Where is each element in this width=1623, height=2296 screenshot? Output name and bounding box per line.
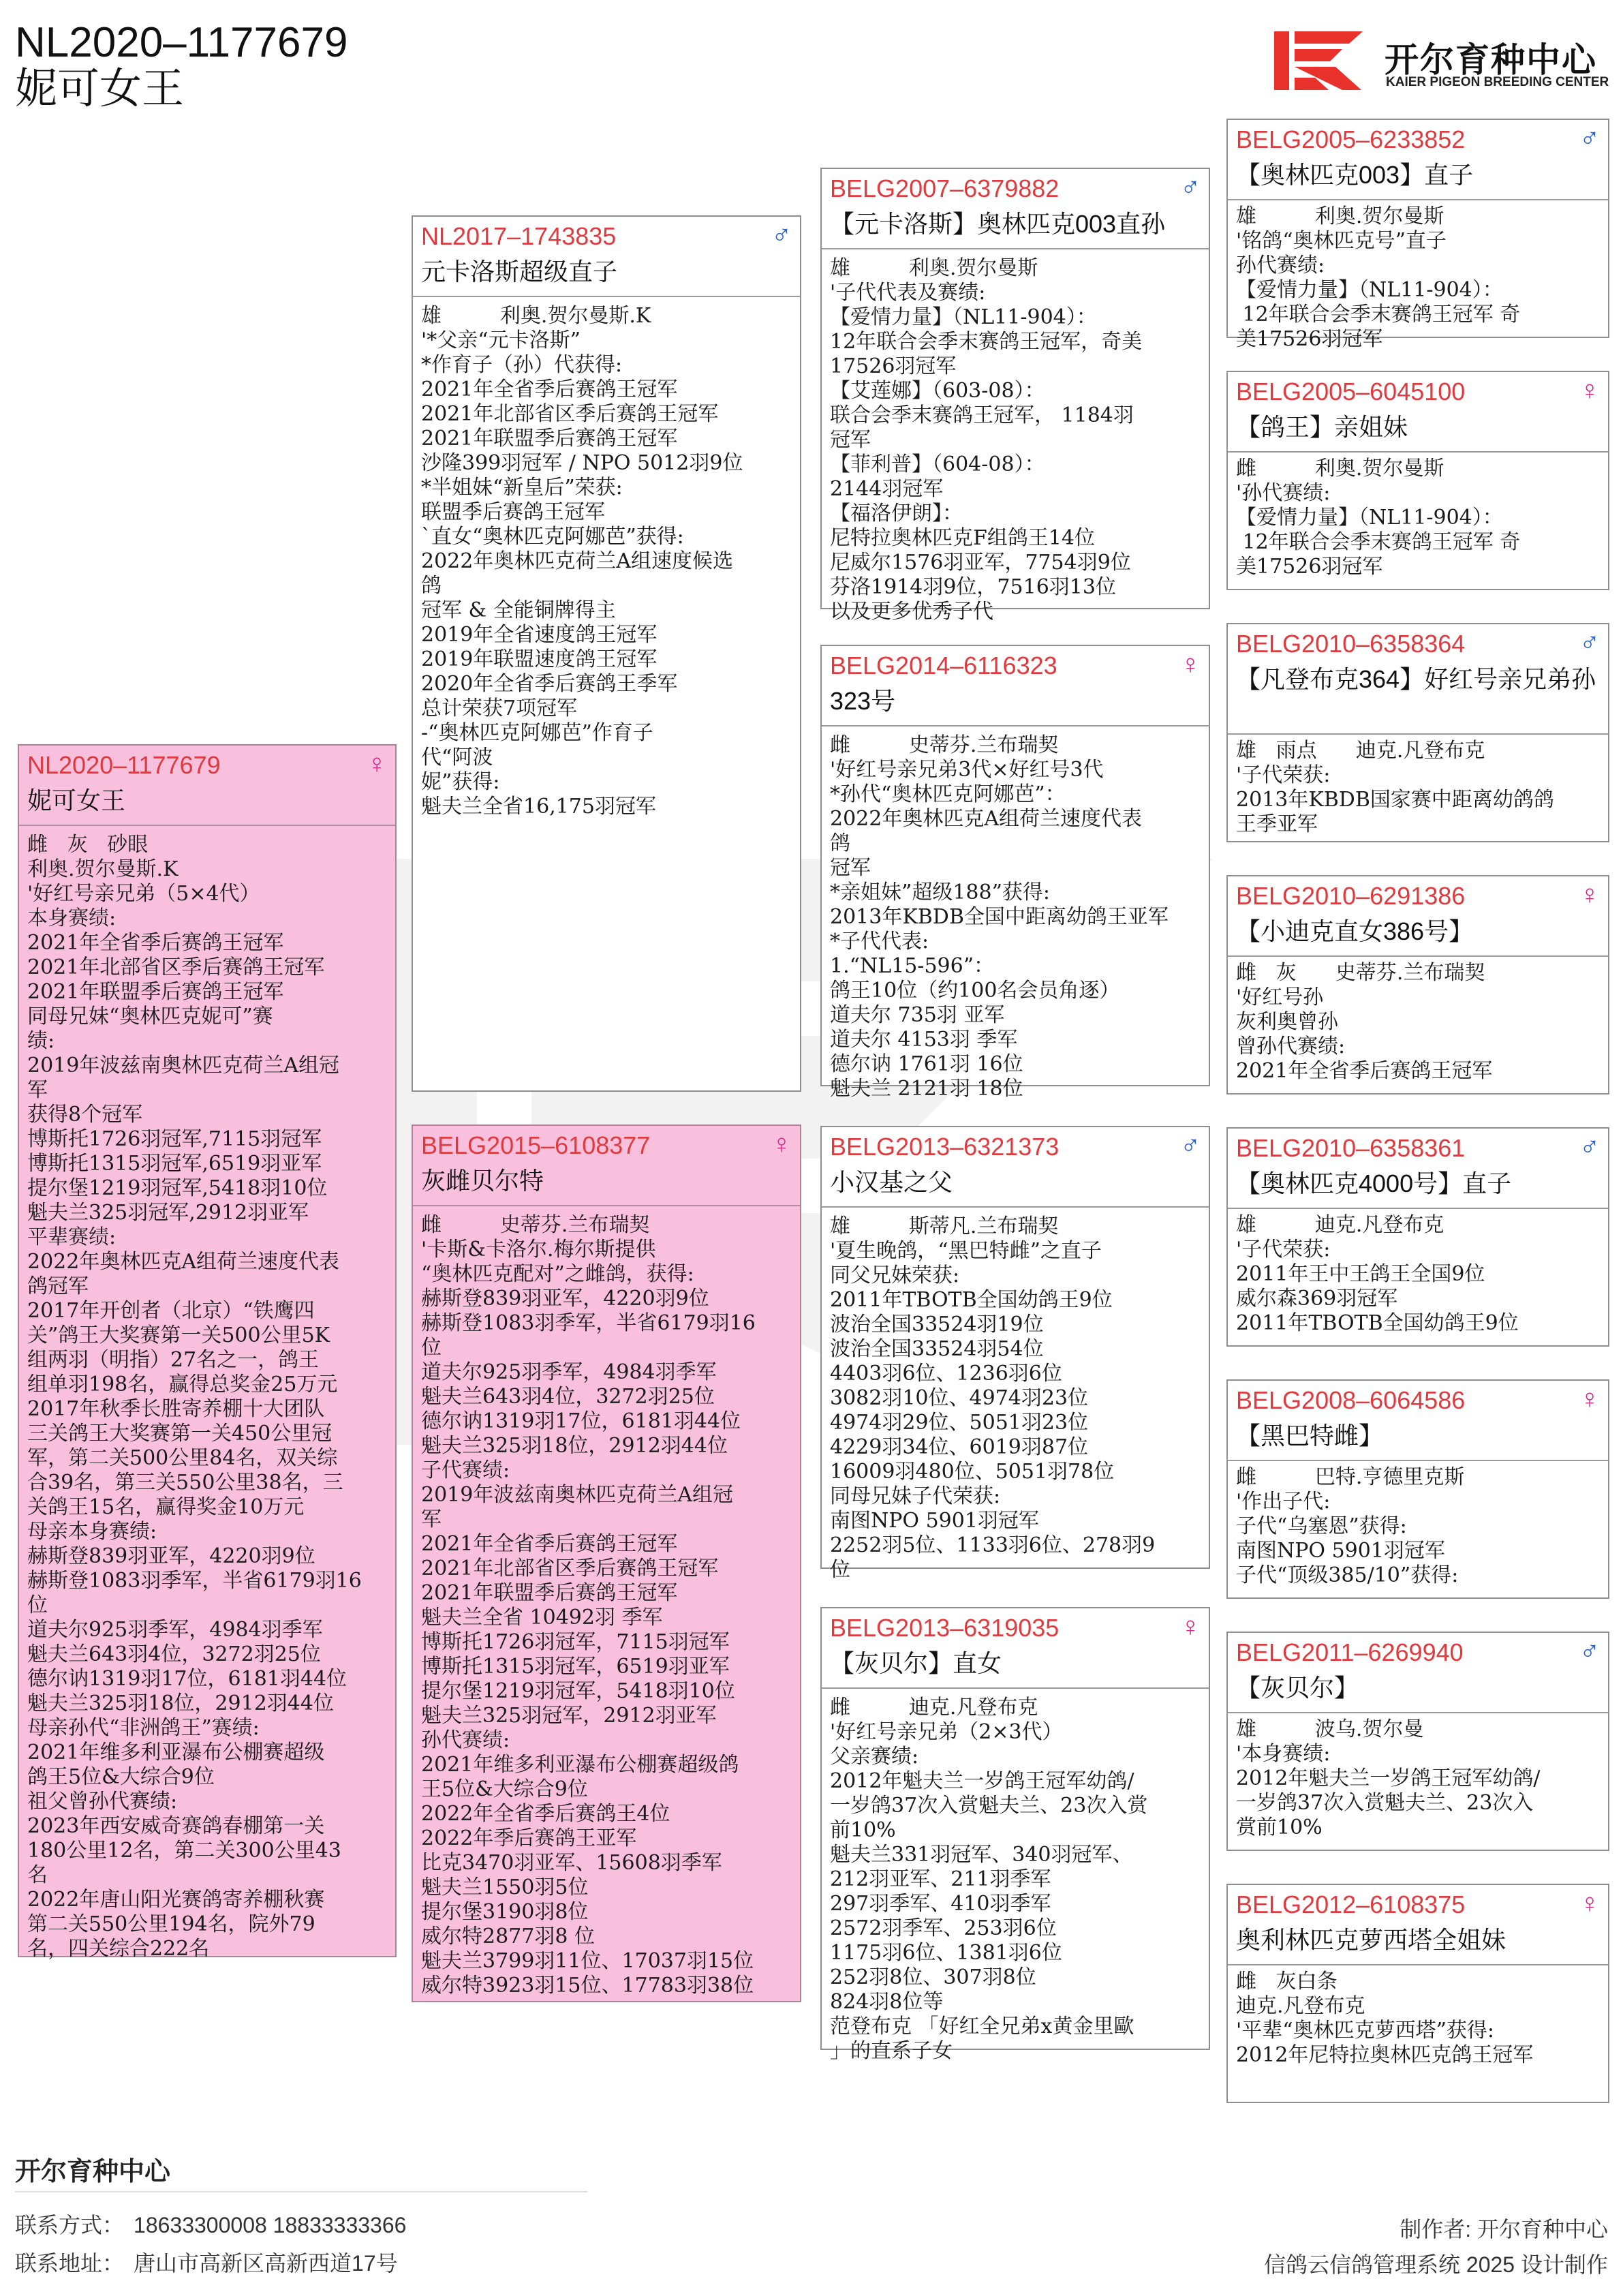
pedigree-ring-number: NL2020–1177679 (15, 19, 348, 66)
divider (1228, 451, 1608, 453)
ring-number: BELG2010–6291386 (1236, 882, 1466, 910)
divider (413, 296, 800, 297)
footer-divider (15, 2191, 587, 2192)
divider (1228, 1208, 1608, 1209)
pigeon-name: 【奥林匹克4000号】直子 (1236, 1169, 1512, 1197)
pedigree-pigeon-name: 妮可女王 (15, 65, 185, 112)
card-dam[interactable] (412, 1124, 801, 2002)
ring-number: BELG2012–6108375 (1236, 1891, 1466, 1918)
pigeon-name: 【元卡洛斯】奥林匹克003直孙 (830, 210, 1166, 238)
card-sire-sire-sire[interactable] (1226, 119, 1609, 351)
female-icon: ♀ (1579, 1384, 1600, 1414)
pigeon-notes: 雌 史蒂芬.兰布瑞契 '卡斯&卡洛尔.梅尔斯提供 “奥林匹克配对”之雌鸽，获得: 赫斯登839羽亚军，4220羽9位 赫斯登1083羽季军，半省6179羽16 位 道夫尔925羽季军，4984羽季军 魁夫兰643羽4位，3272羽25位 德尔讷1319羽17位，6181羽44位 魁夫兰325羽18位，2912羽44位 子代赛绩: 2019年波兹南奥林匹克荷兰A组冠 军 2021年全省季后赛鸽王冠军 2021年北部省区季后赛鸽王冠军 2021年联盟季后赛鸽王冠军 魁夫兰全省 10492羽 季军 博斯托1726羽冠军，7115羽冠军 博斯托1315羽冠军，6519羽亚军 提尔堡1219羽冠军，5418羽10位 魁夫兰325羽冠军，2912羽亚军 孙代赛绩: 2021年维多利亚瀑布公棚赛超级鸽 王5位&大综合9位 2022年全省季后赛鸽王4位 2022年季后赛鸽王亚军 比克3470羽亚军、15608羽季军 魁夫兰1550羽5位 提尔堡3190羽8位 威尔特2877羽8 位 魁夫兰3799羽11位、17037羽15位 威尔特3923羽15位、17783羽38位 (421, 1213, 756, 1997)
card-sire-dam-dam[interactable] (1226, 875, 1609, 1095)
ring-number: NL2017–1743835 (421, 222, 617, 250)
pigeon-name: 【奥林匹克003】直子 (1236, 161, 1474, 189)
card-sire[interactable] (412, 215, 801, 1092)
pigeon-notes: 雄 利奥.贺尔曼斯 '铭鸽“奥林匹克号”直子 孙代赛绩: 【爱情力量】（NL11-904）： 12年联合会季末赛鸽王冠军 奇 美17526羽冠军 (1236, 204, 1521, 351)
footer-address (15, 2246, 398, 2278)
ring-number: BELG2015–6108377 (421, 1131, 651, 1159)
brand-logo (1274, 27, 1608, 95)
divider (1228, 199, 1608, 200)
pigeon-notes: 雌 利奥.贺尔曼斯 '孙代赛绩: 【爱情力量】（NL11-904）： 12年联合会季末赛鸽王冠军 奇 美17526羽冠军 (1236, 457, 1521, 579)
footer-contact (15, 2208, 406, 2239)
card-sire-sire[interactable] (820, 168, 1210, 624)
pigeon-notes: 雄 利奥.贺尔曼斯 '子代代表及赛绩: 【爱情力量】（NL11-904）： 12年联合会季末赛鸽王冠军，奇美 17526羽冠军 【艾莲娜】（603-08）： 联合会季末赛鸽王冠军， 1184羽 冠军 【菲利普】（604-08）： 2144羽冠军 【福洛伊朗】： 尼特拉奥林匹克F组鸽王14位 尼威尔1576羽亚军，7754羽9位 芬洛1914羽9位，7516羽13位 以及更多优秀子代 (830, 256, 1143, 624)
female-icon: ♀ (1579, 880, 1600, 910)
pigeon-notes: 雌 巴特.亨德里克斯 '作出子代: 子代“乌塞恩”获得: 南图NPO 5901羽冠军 子代“顶级385/10”获得: (1236, 1465, 1465, 1587)
male-icon: ♂ (771, 220, 792, 250)
pigeon-name: 323号 (830, 687, 896, 715)
pigeon-notes: 雄 迪克.凡登布克 '子代荣获: 2011年王中王鸽王全国9位 威尔森369羽冠军 2011年TBOTB全国幼鸽王9位 (1236, 1213, 1519, 1335)
divider (413, 1205, 800, 1206)
male-icon: ♂ (1579, 628, 1600, 658)
pigeon-notes: 雄 雨点 迪克.凡登布克 '子代荣获: 2013年KBDB国家赛中距离幼鸽鸽 王季亚军 (1236, 739, 1554, 836)
card-dam-sire[interactable] (820, 1126, 1210, 1582)
divider (19, 825, 395, 826)
footer-system: 信鸽云信鸽管理系统 2025 设计制作 (1264, 2252, 1608, 2277)
address-value: 唐山市高新区高新西道17号 (134, 2251, 398, 2276)
female-icon: ♀ (1180, 1612, 1201, 1642)
divider (1228, 733, 1608, 735)
divider (822, 1687, 1209, 1689)
male-icon: ♂ (1579, 1636, 1600, 1666)
ring-number: BELG2013–6319035 (830, 1614, 1060, 1642)
pigeon-notes: 雄 波乌.贺尔曼 '本身赛绩: 2012年魁夫兰一岁鸽王冠军幼鸽/ 一岁鸽37次入赏魁夫兰、23次入 赏前10% (1236, 1717, 1541, 1839)
pigeon-notes: 雌 灰 史蒂芬.兰布瑞契 '好红号孙 灰利奥曾孙 曾孙代赛绩: 2021年全省季后赛鸽王冠军 (1236, 961, 1493, 1083)
address-label: 联系地址： (15, 2251, 125, 2276)
card-dam-dam[interactable] (820, 1607, 1210, 2063)
pigeon-name: 妮可女王 (27, 786, 126, 814)
kaier-logo-icon (1274, 27, 1376, 95)
divider (822, 725, 1209, 726)
pigeon-name: 【灰贝尔】 (1236, 1674, 1359, 1702)
pigeon-name: 【黑巴特雌】 (1236, 1422, 1384, 1450)
male-icon: ♂ (1180, 1131, 1201, 1161)
pigeon-notes: 雄 利奥.贺尔曼斯.K '*父亲“元卡洛斯” *作育子（孙）代获得: 2021年全省季后赛鸽王冠军 2021年北部省区季后赛鸽王冠军 2021年联盟季后赛鸽王冠军 沙隆399羽冠军 / NPO 5012羽9位 *半姐妹“新皇后”荣获: 联盟季后赛鸽王冠军 `直女“奥林匹克阿娜芭”获得: 2022年奥林匹克荷兰A组速度候选 鸽 冠军 & 全能铜牌得主 2019年全省速度鸽王冠军 2019年联盟速度鸽王冠军 2020年全省季后赛鸽王季军 总计荣获7项冠军 -“奥林匹克阿娜芭”作育子 代“阿波 妮”获得: 魁夫兰全省16,175羽冠军 (421, 304, 743, 818)
female-icon: ♀ (1180, 649, 1201, 679)
divider (1228, 1460, 1608, 1461)
ring-number: BELG2011–6269940 (1236, 1638, 1464, 1666)
pigeon-name: 【灰贝尔】直女 (830, 1649, 1002, 1677)
logo-chinese-text: 开尔育种中心 (1385, 41, 1597, 79)
footer-maker: 制作者: 开尔育种中心 (1400, 2217, 1608, 2241)
divider (1228, 955, 1608, 957)
pigeon-name: 小汉基之父 (830, 1168, 953, 1196)
card-sire-sire-dam[interactable] (1226, 371, 1609, 590)
card-subject[interactable] (18, 744, 397, 1961)
card-dam-sire-dam[interactable] (1226, 1379, 1609, 1599)
pigeon-name: 灰雌贝尔特 (421, 1167, 544, 1195)
contact-label: 联系方式： (15, 2213, 125, 2237)
divider (1228, 1964, 1608, 1965)
contact-phone: 18633300008 18833333366 (134, 2213, 407, 2237)
pigeon-name: 奥利林匹克萝西塔全姐妹 (1236, 1926, 1506, 1954)
card-sire-dam-sire[interactable] (1226, 623, 1609, 842)
pigeon-name: 【鸽王】亲姐妹 (1236, 413, 1408, 441)
ring-number: BELG2005–6045100 (1236, 378, 1466, 405)
pigeon-name: 元卡洛斯超级直子 (421, 258, 618, 286)
male-icon: ♂ (1579, 123, 1600, 153)
ring-number: BELG2010–6358361 (1236, 1134, 1466, 1162)
pigeon-name: 【小迪克直女386号】 (1236, 917, 1474, 945)
female-icon: ♀ (1579, 1888, 1600, 1918)
male-icon: ♂ (1180, 172, 1201, 202)
ring-number: BELG2005–6233852 (1236, 125, 1466, 153)
card-dam-dam-dam[interactable] (1226, 1884, 1609, 2103)
divider (1228, 1712, 1608, 1713)
pigeon-notes: 雄 斯蒂凡.兰布瑞契 '夏生晚鸽，“黑巴特雌”之直子 同父兄妹荣获: 2011年TBOTB全国幼鸽王9位 波治全国33524羽19位 波治全国33524羽54位 4403羽6位、1236羽6位 3082羽10位、4974羽23位 4974羽29位、5051羽23位 4229羽34位、6019羽87位 16009羽480位、5051羽78位 同母兄妹子代荣获: 南图NPO 5901羽冠军 2252羽5位、1133羽6位、278羽9 位 (830, 1214, 1156, 1582)
ring-number: NL2020–1177679 (27, 751, 221, 779)
pigeon-notes: 雌 史蒂芬.兰布瑞契 '好红号亲兄弟3代×好红号3代 *孙代“奥林匹克阿娜芭”： 2022年奥林匹克A组荷兰速度代表 鸽 冠军 *亲姐妹”超级188”获得: 2013年KBDB全国中距离幼鸽王亚军 *子代代表: 1.“NL15-596”： 鸽王10位（约100名会员角逐） 道夫尔 735羽 亚军 道夫尔 4153羽 季军 德尔讷 1761羽 16位 魁夫兰 2121羽 18位 (830, 733, 1169, 1101)
ring-number: BELG2014–6116323 (830, 652, 1057, 679)
ring-number: BELG2013–6321373 (830, 1133, 1060, 1161)
pigeon-notes: 雌 灰 砂眼 利奥.贺尔曼斯.K '好红号亲兄弟（5×4代） 本身赛绩: 2021年全省季后赛鸽王冠军 2021年北部省区季后赛鸽王冠军 2021年联盟季后赛鸽王冠军 同母兄妹“奥林匹克妮可”赛 绩: 2019年波兹南奥林匹克荷兰A组冠 军 获得8个冠军 博斯托1726羽冠军,7115羽冠军 博斯托1315羽冠军,6519羽亚军 提尔堡1219羽冠军,5418羽10位 魁夫兰325羽冠军,2912羽亚军 平辈赛绩: 2022年奥林匹克A组荷兰速度代表 鸽冠军 2017年开创者（北京）“铁鹰四 关”鸽王大奖赛第一关500公里5K 组两羽（明指）27名之一，鸽王 组单羽198名，赢得总奖金25万元 2017年秋季长胜寄养棚十大团队 三关鸽王大奖赛第一关450公里冠 军，第二关500公里84名，双关综 合39名，第三关550公里38名，三 关鸽王15名，赢得奖金10万元 母亲本身赛绩: 赫斯登839羽亚军，4220羽9位 赫斯登1083羽季军，半省6179羽16 位 道夫尔925羽季军，4984羽季军 魁夫兰643羽4位，3272羽25位 德尔讷1319羽17位，6181羽44位 魁夫兰325羽18位，2912羽44位 母亲孙代“非洲鸽王”赛绩: 2021年维多利亚瀑布公棚赛超级 鸽王5位&大综合9位 祖父曾孙代赛绩: 2023年西安威奇赛鸽春棚第一关 180公里12名，第二关300公里43 名 2022年唐山阳光赛鸽寄养棚秋赛 第二关550公里194名，院外79 名，四关综合222名 (27, 833, 362, 1961)
female-icon: ♀ (771, 1129, 792, 1159)
ring-number: BELG2008–6064586 (1236, 1386, 1466, 1414)
divider (822, 1206, 1209, 1208)
card-dam-dam-sire[interactable] (1226, 1632, 1609, 1851)
female-icon: ♀ (367, 749, 387, 779)
divider (822, 248, 1209, 249)
card-sire-dam[interactable] (820, 645, 1210, 1101)
footer-org-name: 开尔育种中心 (15, 2158, 171, 2186)
pigeon-notes: 雌 灰白条 迪克.凡登布克 '平辈“奥林匹克萝西塔”获得: 2012年尼特拉奥林匹克鸽王冠军 (1236, 1970, 1534, 2067)
ring-number: BELG2010–6358364 (1236, 630, 1466, 658)
ring-number: BELG2007–6379882 (830, 174, 1060, 202)
female-icon: ♀ (1579, 376, 1600, 405)
pigeon-name: 【凡登布克364】好红号亲兄弟孙 (1236, 665, 1596, 693)
pigeon-notes: 雌 迪克.凡登布克 '好红号亲兄弟（2×3代） 父亲赛绩: 2012年魁夫兰一岁鸽王冠军幼鸽/ 一岁鸽37次入赏魁夫兰、23次入赏 前10% 魁夫兰331羽冠军、340羽冠军、 212羽亚军、211羽季军 297羽季军、410羽季军 2572羽季军、253羽6位 1175羽6位、1381羽6位 252羽8位、307羽8位 824羽8位等 范登布克 「好红全兄弟x黄金里歐 」的直系子女 (830, 1696, 1148, 2063)
card-dam-sire-sire[interactable] (1226, 1127, 1609, 1347)
male-icon: ♂ (1579, 1132, 1600, 1162)
logo-english-text: KAIER PIGEON BREEDING CENTER (1386, 75, 1609, 89)
